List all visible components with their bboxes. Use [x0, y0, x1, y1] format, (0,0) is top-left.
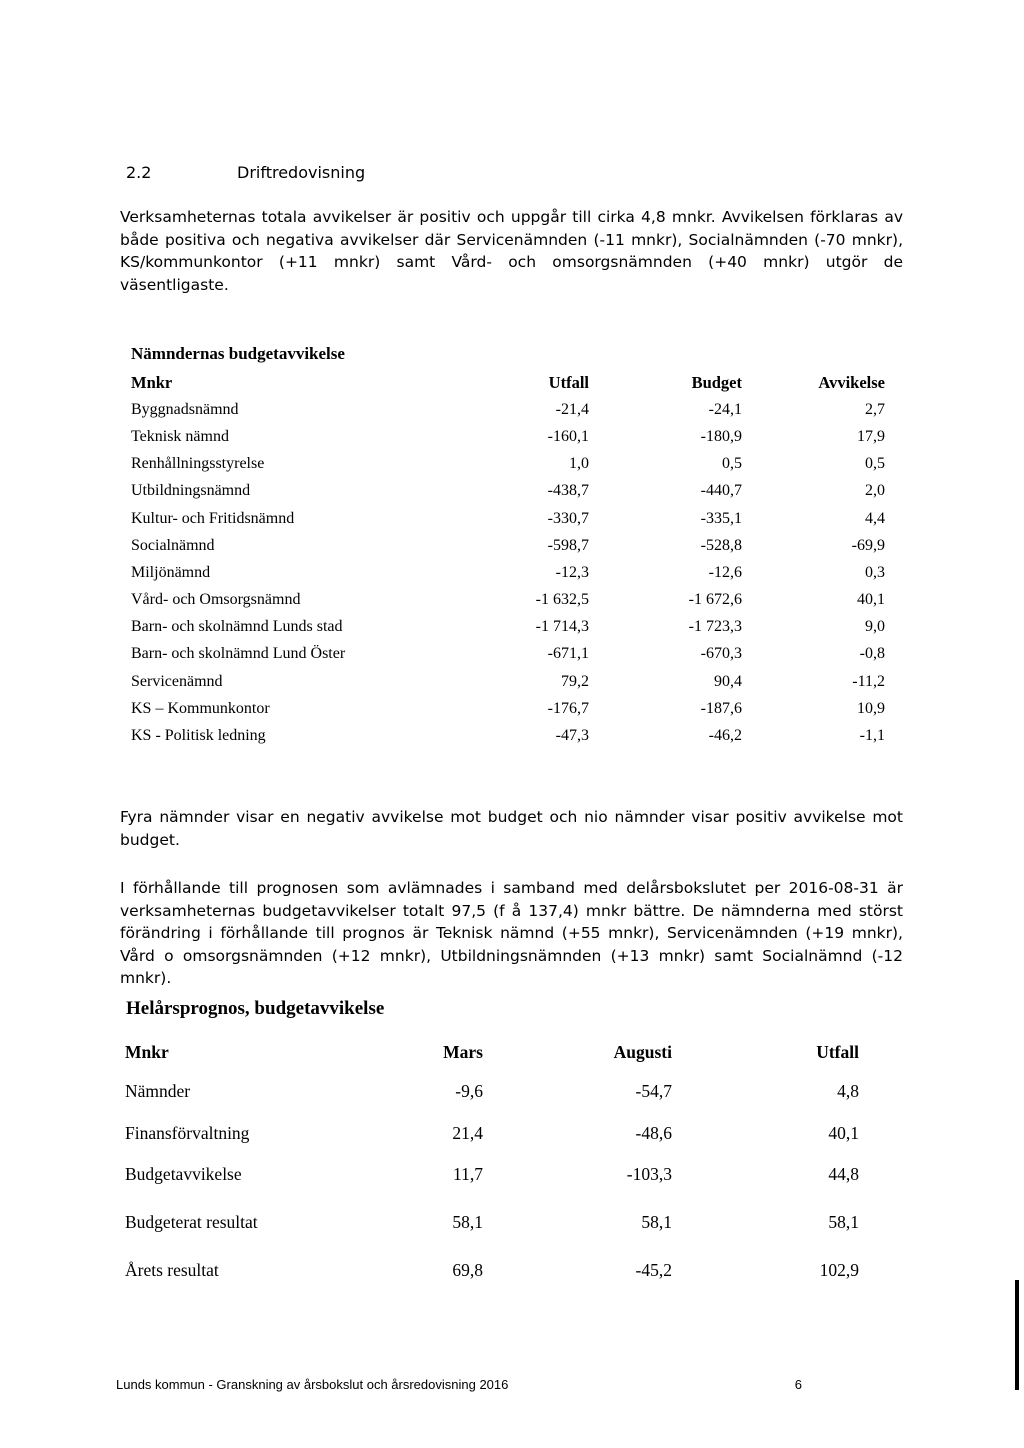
table2-header-cell: Mnkr	[125, 1041, 169, 1062]
table-cell: 40,1	[857, 591, 885, 609]
table-cell: 69,8	[452, 1259, 483, 1280]
table2-title: Helårsprognos, budgetavvikelse	[126, 998, 385, 1019]
table-cell: Renhållningsstyrelse	[131, 455, 265, 473]
table2-header-cell: Utfall	[816, 1041, 859, 1062]
table-cell: 40,1	[828, 1122, 859, 1143]
table-row	[131, 668, 885, 695]
table-cell: -21,4	[555, 400, 589, 418]
table-cell: -671,1	[547, 645, 589, 663]
table-cell: Teknisk nämnd	[131, 427, 229, 445]
table-cell: -12,3	[555, 563, 589, 581]
table2-header-row	[125, 1033, 859, 1071]
table-cell: 0,5	[865, 455, 885, 473]
table-row	[131, 559, 885, 586]
table-cell: Miljönämnd	[131, 563, 211, 581]
table-cell: -103,3	[626, 1164, 672, 1185]
table2-header-cell: Augusti	[613, 1041, 672, 1062]
table-cell: 4,4	[865, 509, 885, 527]
table-cell: Finansförvaltning	[125, 1122, 250, 1143]
table-row	[125, 1113, 859, 1155]
table-row	[125, 1154, 859, 1196]
table-row	[131, 396, 885, 423]
table-cell: Socialnämnd	[131, 536, 215, 554]
table-cell: Vård- och Omsorgsnämnd	[131, 591, 301, 609]
budget-deviation-table	[131, 369, 885, 750]
table-cell: -69,9	[851, 536, 885, 554]
table-cell: -11,2	[852, 672, 885, 690]
table1-header-cell: Mnkr	[131, 372, 173, 392]
table-cell: -12,6	[708, 563, 742, 581]
table-cell: Servicenämnd	[131, 672, 223, 690]
table-cell: 17,9	[857, 427, 885, 445]
table-cell: 4,8	[837, 1081, 859, 1102]
table1-header-row	[131, 369, 885, 396]
table-cell: 9,0	[865, 618, 885, 636]
table-cell: Årets resultat	[125, 1259, 219, 1280]
table-cell: 0,5	[722, 455, 742, 473]
table-cell: Barn- och skolnämnd Lund Öster	[131, 645, 346, 663]
section-number: 2.2	[126, 163, 152, 182]
table-row	[131, 641, 885, 668]
table-cell: 11,7	[453, 1164, 483, 1185]
table-row	[125, 1250, 859, 1292]
table-cell: -528,8	[700, 536, 742, 554]
table-row	[131, 451, 885, 478]
table-cell: 58,1	[452, 1212, 483, 1232]
table-cell: 10,9	[857, 699, 885, 717]
section-title: Driftredovisning	[237, 163, 366, 182]
table-row	[131, 423, 885, 450]
table-row	[131, 695, 885, 722]
table-cell: 2,7	[865, 400, 885, 418]
table-cell: Kultur- och Fritidsnämnd	[131, 509, 295, 527]
table-cell: -9,6	[455, 1081, 483, 1102]
table-cell: -1 714,3	[535, 618, 589, 636]
table-cell: Utbildningsnämnd	[131, 482, 251, 500]
table-cell: 58,1	[828, 1212, 859, 1232]
table-cell: 2,0	[865, 482, 885, 500]
table-cell: -54,7	[635, 1081, 672, 1102]
table-cell: -187,6	[700, 699, 742, 717]
table-cell: Barn- och skolnämnd Lunds stad	[131, 618, 343, 636]
table-cell: Nämnder	[125, 1081, 191, 1102]
table1-header-cell: Utfall	[548, 372, 589, 392]
table-cell: -440,7	[700, 482, 742, 500]
page-footer	[116, 1377, 802, 1392]
table-cell: 44,8	[828, 1164, 859, 1185]
table-cell: 102,9	[819, 1259, 859, 1280]
summary-paragraph: Fyra nämnder visar en negativ avvikelse mot budget och nio nämnder visar positiv avvikelse mot budget.	[120, 808, 903, 849]
table-cell: -47,3	[555, 727, 589, 745]
table-cell: Budgetavvikelse	[125, 1164, 242, 1185]
table-cell: 90,4	[714, 672, 742, 690]
table-cell: KS – Kommunkontor	[131, 699, 270, 717]
table-cell: KS - Politisk ledning	[131, 727, 266, 745]
table-cell: -48,6	[635, 1122, 672, 1143]
intro-paragraph: Verksamheternas totala avvikelser är positiv och uppgår till cirka 4,8 mnkr. Avvikelsen förklaras av både positiva och negativa avvikelser där Servicenämnden (-11 mnkr), Socialnämnden (-70 mnkr), KS/kommunkontor (+11 mnkr) samt Vård- och omsorgsnämnden (+40 mnkr) utgör de väsentligaste.	[120, 208, 903, 294]
table-row	[131, 587, 885, 614]
table-cell: -180,9	[700, 427, 742, 445]
prognosis-paragraph: I förhållande till prognosen som avlämnades i samband med delårsbokslutet per 2016-08-31 är verksamheternas budgetavvikelser totalt 97,5 (f å 137,4) mnkr bättre. De nämnderna med störst förändring i förhållande till prognos är Teknisk nämnd (+55 mnkr), Servicenämnden (+19 mnkr), Vård o omsorgsnämnden (+12 mnkr), Utbildningsnämnden (+13 mnkr) samt Socialnämnd (-12 mnkr).	[120, 879, 903, 987]
table-cell: -438,7	[547, 482, 589, 500]
table-cell: -1 672,6	[688, 591, 742, 609]
table-cell: -598,7	[547, 536, 589, 554]
table-cell: Budgeterat resultat	[125, 1212, 258, 1232]
table1-title: Nämndernas budgetavvikelse	[131, 344, 345, 363]
section-heading	[126, 163, 365, 182]
table-cell: -670,3	[700, 645, 742, 663]
table-cell: 58,1	[641, 1212, 672, 1232]
table-row	[131, 478, 885, 505]
table-cell: -1,1	[859, 727, 885, 745]
table-cell: -160,1	[547, 427, 589, 445]
table-cell: Byggnadsnämnd	[131, 400, 239, 418]
footer-text: Lunds kommun - Granskning av årsbokslut och årsredovisning 2016	[116, 1377, 509, 1392]
table-cell: -24,1	[708, 400, 742, 418]
table-cell: -335,1	[700, 509, 742, 527]
table-cell: -1 723,3	[688, 618, 742, 636]
table-cell: 21,4	[452, 1122, 483, 1143]
table-cell: -176,7	[547, 699, 589, 717]
table-row	[131, 722, 885, 749]
table-row	[125, 1196, 859, 1250]
scan-edge-mark	[1015, 1280, 1019, 1390]
forecast-table	[125, 1033, 859, 1291]
table-cell: -45,2	[635, 1259, 672, 1280]
table1-header-cell: Avvikelse	[818, 372, 885, 392]
table-row	[131, 614, 885, 641]
table-cell: -330,7	[547, 509, 589, 527]
table-row	[125, 1071, 859, 1113]
table-row	[131, 505, 885, 532]
table-cell: 0,3	[865, 563, 885, 581]
table-cell: -46,2	[708, 727, 742, 745]
page-number: 6	[794, 1377, 802, 1392]
table-cell: 1,0	[569, 455, 589, 473]
table1-header-cell: Budget	[691, 372, 742, 392]
table2-header-cell: Mars	[443, 1041, 483, 1062]
table-row	[131, 532, 885, 559]
table-cell: -0,8	[859, 645, 885, 663]
table-cell: 79,2	[561, 672, 589, 690]
table-cell: -1 632,5	[535, 591, 589, 609]
